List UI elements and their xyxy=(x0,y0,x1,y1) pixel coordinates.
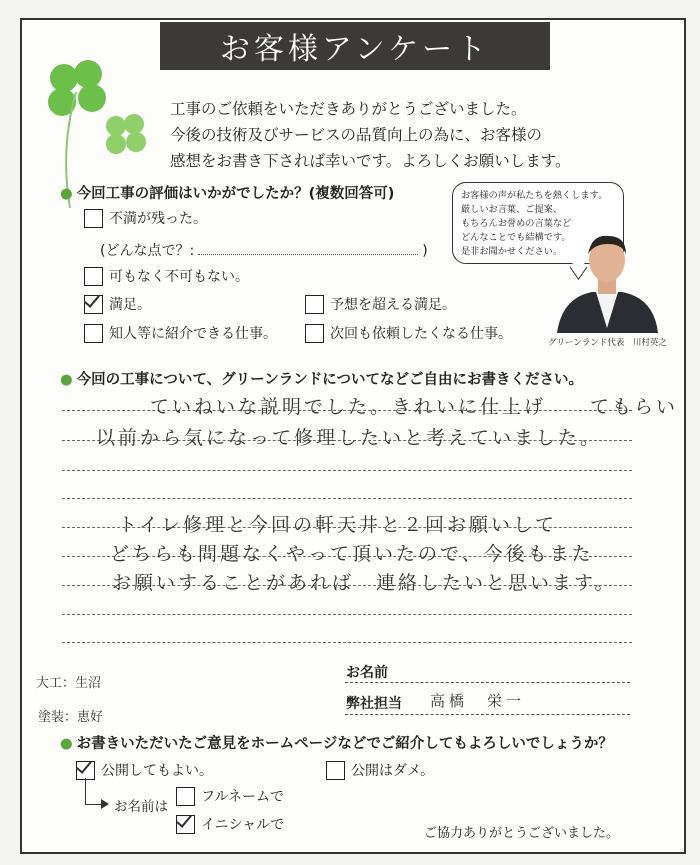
option-label: 不満が残った。 xyxy=(109,211,207,227)
option-again[interactable] xyxy=(305,323,512,343)
option-satisfied[interactable] xyxy=(84,294,151,314)
option-label: イニシャルで xyxy=(201,817,285,833)
name-underline xyxy=(345,682,630,683)
checkbox[interactable] xyxy=(84,267,103,286)
bubble-line: どんなことでも結構です。 xyxy=(461,232,571,243)
staff-carpenter: 大工：生沼 xyxy=(36,676,102,691)
handwritten-line: ていねいな説明でした。きれいに仕上げ てもらい xyxy=(150,396,679,418)
option-exceeded[interactable] xyxy=(305,294,456,314)
detail-close: ) xyxy=(422,243,428,259)
checkbox[interactable] xyxy=(326,761,345,780)
option-dissatisfied[interactable] xyxy=(84,208,207,228)
handwritten-line: トイレ修理と今回の軒天井と２回お願いして xyxy=(118,514,558,536)
option-recommend[interactable] xyxy=(84,323,277,343)
handwritten-line: 以前から気になって修理したいと考えていました。 xyxy=(96,427,603,449)
option-initial[interactable] xyxy=(176,814,284,834)
bubble-line: 厳しいお言葉、ご提案、 xyxy=(461,204,563,215)
bubble-line: 是非お聞かせください。 xyxy=(461,246,563,257)
detail-prompt: (どんな点で？: xyxy=(100,243,195,259)
ruled-line xyxy=(62,642,632,643)
bubble-line: もちろんお誉めの言葉など xyxy=(461,218,572,229)
bullet-icon: ● xyxy=(60,736,73,752)
bullet-icon: ● xyxy=(60,186,73,202)
rep-underline xyxy=(345,714,630,715)
option-label: 次回も依頼したくなる仕事。 xyxy=(330,326,512,342)
checkbox[interactable] xyxy=(176,787,195,806)
small-clover-icon xyxy=(98,110,154,170)
handwritten-line: お願いすることがあれば 連絡したいと思います。 xyxy=(112,572,617,594)
rep-label: 弊社担当 xyxy=(346,696,402,712)
option-label: フルネームで xyxy=(201,789,285,805)
q3-heading xyxy=(60,732,613,753)
option-publish-no[interactable] xyxy=(326,760,434,780)
option-fullname[interactable] xyxy=(176,786,284,806)
rep-value: 高橋 栄一 xyxy=(430,692,526,710)
q1-heading-text: 今回工事の評価はいかがでしたか？(複数回答可) xyxy=(76,186,395,202)
intro-line: 工事のご依頼をいただきありがとうございました。 xyxy=(170,100,527,118)
option-label: 予想を超える満足。 xyxy=(330,297,456,313)
bullet-icon: ● xyxy=(60,372,73,388)
q1-heading xyxy=(60,182,394,203)
intro-line: 感想をお書き下されば幸いです。よろしくお願いします。 xyxy=(170,152,571,170)
bubble-line: お客様の声が私たちを熱くします。 xyxy=(461,190,608,201)
checkbox-checked[interactable] xyxy=(84,295,103,314)
checkbox-checked[interactable] xyxy=(176,815,195,834)
intro-text xyxy=(170,96,620,174)
option-publish-ok[interactable] xyxy=(76,760,213,780)
person-caption: グリーンランド代表 川村英之 xyxy=(548,338,667,348)
checkbox[interactable] xyxy=(305,295,324,314)
intro-line: 今後の技術及びサービスの品質向上の為に、お客様の xyxy=(170,126,543,144)
name-label: お名前 xyxy=(346,665,388,681)
q3-heading-text: お書きいただいたご意見をホームページなどでご紹介してもよろしいでしょうか？ xyxy=(76,736,613,752)
q2-heading xyxy=(60,368,583,389)
detail-dotted-line xyxy=(198,242,418,255)
option-label: 可もなく不可もない。 xyxy=(109,269,249,285)
checkbox[interactable] xyxy=(305,324,324,343)
option-label: 満足。 xyxy=(109,297,151,313)
ruled-line xyxy=(62,470,632,471)
handwritten-line: どちらも問題なくやって頂いたので、今後もまた xyxy=(110,543,594,565)
ruled-line xyxy=(62,614,632,615)
checkbox-checked[interactable] xyxy=(76,761,95,780)
checkbox[interactable] xyxy=(84,209,103,228)
arrow-head-icon xyxy=(101,799,109,809)
checkbox[interactable] xyxy=(84,324,103,343)
staff-painter: 塗装：恵好 xyxy=(38,710,104,725)
representative-photo xyxy=(552,228,662,333)
option-neutral[interactable] xyxy=(84,266,249,286)
q3-name-label: お名前は xyxy=(114,799,168,815)
option-label: 知人等に紹介できる仕事。 xyxy=(109,326,277,342)
ruled-line xyxy=(62,498,632,499)
option-label: 公開してもよい。 xyxy=(101,763,213,779)
option-label: 公開はダメ。 xyxy=(351,763,435,779)
thanks-text: ご協力ありがとうございました。 xyxy=(424,826,620,841)
q2-heading-text: 今回の工事について、グリーンランドについてなどご自由にお書きください。 xyxy=(76,372,583,388)
detail-field[interactable] xyxy=(100,240,428,260)
page-title: お客様アンケート xyxy=(160,22,550,70)
